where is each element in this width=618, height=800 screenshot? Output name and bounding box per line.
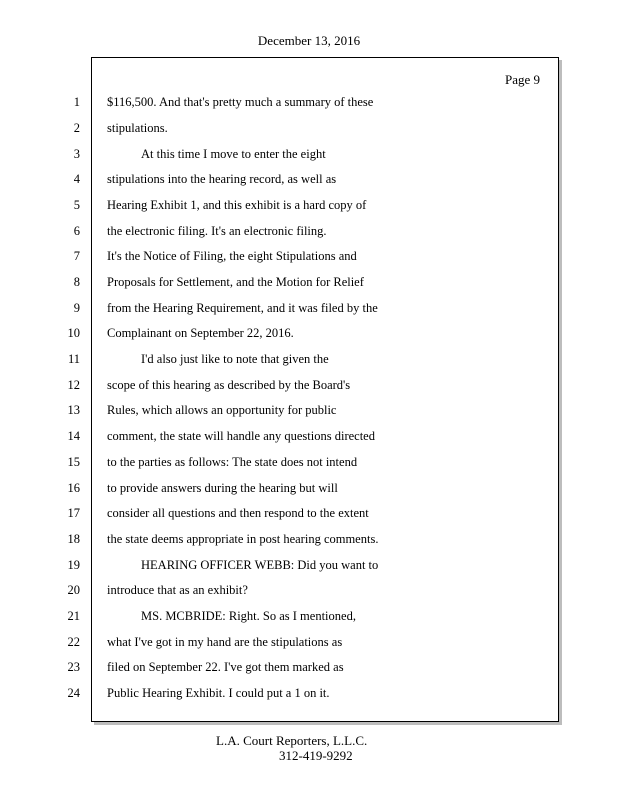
line-number: 17 xyxy=(67,506,80,520)
line-number: 3 xyxy=(73,147,80,161)
line-number: 14 xyxy=(67,429,80,443)
line-number: 21 xyxy=(67,609,80,623)
line-number: 2 xyxy=(73,121,80,135)
line-number: 5 xyxy=(73,198,80,212)
line-number: 7 xyxy=(73,249,80,263)
transcript-line: $116,500. And that's pretty much a summary of these xyxy=(107,95,374,109)
transcript-line: the electronic filing. It's an electronic filing. xyxy=(107,224,327,238)
footer-company: L.A. Court Reporters, L.L.C. xyxy=(216,733,368,748)
transcript-line: MS. MCBRIDE: Right. So as I mentioned, xyxy=(141,609,356,623)
line-number: 20 xyxy=(67,583,80,597)
transcript-line: to provide answers during the hearing but will xyxy=(107,481,338,495)
transcript-line: comment, the state will handle any questions directed xyxy=(107,429,375,443)
transcript-line: Hearing Exhibit 1, and this exhibit is a hard copy of xyxy=(107,198,367,212)
footer-phone: 312-419-9292 xyxy=(279,748,353,763)
transcript-line: stipulations into the hearing record, as well as xyxy=(107,172,337,186)
transcript-line: from the Hearing Requirement, and it was filed by the xyxy=(107,301,378,315)
transcript-line: Proposals for Settlement, and the Motion for Relief xyxy=(107,275,364,289)
transcript-line: what I've got in my hand are the stipulations as xyxy=(107,635,343,649)
transcript-line: At this time I move to enter the eight xyxy=(141,147,326,161)
line-number: 13 xyxy=(67,403,80,417)
transcript-line: consider all questions and then respond to the extent xyxy=(107,506,369,520)
transcript-line: stipulations. xyxy=(107,121,168,135)
line-number: 19 xyxy=(67,558,80,572)
line-number: 8 xyxy=(73,275,80,289)
transcript-line: filed on September 22. I've got them marked as xyxy=(107,660,344,674)
header-date: December 13, 2016 xyxy=(257,33,361,48)
transcript-line: Complainant on September 22, 2016. xyxy=(107,326,294,340)
line-number: 23 xyxy=(67,660,80,674)
line-number: 1 xyxy=(73,95,80,109)
transcript-line: It's the Notice of Filing, the eight Stipulations and xyxy=(107,249,357,263)
line-number: 10 xyxy=(67,326,80,340)
transcript-line: introduce that as an exhibit? xyxy=(107,583,248,597)
transcript-line: HEARING OFFICER WEBB: Did you want to xyxy=(141,558,379,572)
page-number: Page 9 xyxy=(504,72,540,87)
line-number: 15 xyxy=(67,455,80,469)
line-number: 16 xyxy=(67,481,80,495)
line-number: 9 xyxy=(73,301,80,315)
transcript-line: the state deems appropriate in post hearing comments. xyxy=(107,532,379,546)
line-number: 24 xyxy=(67,686,80,700)
line-number: 6 xyxy=(73,224,80,238)
transcript-line: I'd also just like to note that given the xyxy=(141,352,329,366)
line-number: 22 xyxy=(67,635,80,649)
transcript-line: Rules, which allows an opportunity for public xyxy=(107,403,337,417)
transcript-line: scope of this hearing as described by the Board's xyxy=(107,378,351,392)
transcript-line: to the parties as follows: The state does not intend xyxy=(107,455,358,469)
line-number: 12 xyxy=(67,378,80,392)
line-number: 11 xyxy=(67,352,80,366)
transcript-line: Public Hearing Exhibit. I could put a 1 on it. xyxy=(107,686,330,700)
line-number: 18 xyxy=(67,532,80,546)
line-number: 4 xyxy=(73,172,80,186)
